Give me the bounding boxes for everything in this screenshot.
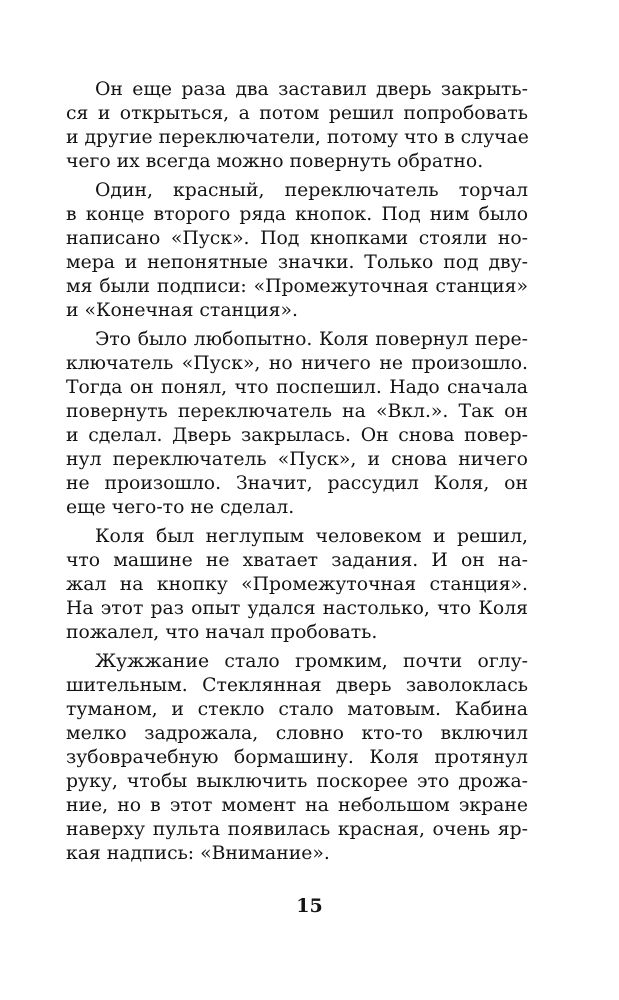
text-line: написано «Пуск». Под кнопками стояли но- (66, 228, 528, 249)
text-line: в конце второго ряда кнопок. Под ним было (66, 204, 528, 225)
paragraph (66, 179, 528, 323)
text-line: ние, но в этот момент на небольшом экране (66, 795, 528, 816)
text-line: туманом, и стекло стало матовым. Кабина (66, 699, 528, 720)
text-line: кая надпись: «Внимание». (66, 843, 330, 864)
text-line: Тогда он понял, что поспешил. Надо сначала (66, 377, 528, 398)
paragraph (66, 328, 528, 520)
text-line: ключатель «Пуск», но ничего не произошло. (66, 353, 528, 374)
text-line: чего их всегда можно повернуть обратно. (66, 151, 484, 172)
text-line: что машине не хватает задания. И он на- (66, 550, 528, 571)
text-line: ся и открыться, а потом решил попробовать (66, 103, 528, 124)
body-text (66, 78, 528, 871)
text-line: зубоврачебную бормашину. Коля протянул (66, 747, 528, 768)
text-line: Это было любопытно. Коля повернул пере- (95, 329, 528, 350)
text-line: еще чего-то не сделал. (66, 497, 295, 518)
text-line: мелко задрожала, словно кто-то включил (66, 723, 528, 744)
text-line: нул переключатель «Пуск», и снова ничего (66, 449, 528, 470)
text-line: Он еще раза два заставил дверь закрыть- (95, 79, 528, 100)
text-line: Один, красный, переключатель торчал (95, 180, 528, 201)
paragraph (66, 78, 528, 174)
text-line: шительным. Стеклянная дверь заволоклась (66, 675, 528, 696)
text-line: мя были подписи: «Промежуточная станция» (66, 276, 528, 297)
text-line: руку, чтобы выключить поскорее это дрожа- (66, 771, 528, 792)
text-line: Коля был неглупым человеком и решил, (95, 526, 528, 547)
paragraph (66, 525, 528, 645)
text-line: и «Конечная станция». (66, 300, 298, 321)
text-line: Жужжание стало громким, почти оглу- (95, 651, 528, 672)
text-line: и другие переключатели, потому что в случае (66, 127, 529, 148)
paragraph (66, 650, 528, 866)
text-line: На этот раз опыт удался настолько, что Коля (66, 598, 528, 619)
text-line: и сделал. Дверь закрылась. Он снова повер- (66, 425, 528, 446)
text-line: не произошло. Значит, рассудил Коля, он (66, 473, 528, 494)
page-number: 15 (296, 895, 323, 917)
text-line: жал на кнопку «Промежуточная станция». (66, 574, 528, 595)
text-line: повернуть переключатель на «Вкл.». Так он (66, 401, 528, 422)
text-line: наверху пульта появилась красная, очень яр- (66, 819, 528, 840)
text-line: мера и непонятные значки. Только под дву- (66, 252, 528, 273)
text-line: пожалел, что начал пробовать. (66, 622, 378, 643)
